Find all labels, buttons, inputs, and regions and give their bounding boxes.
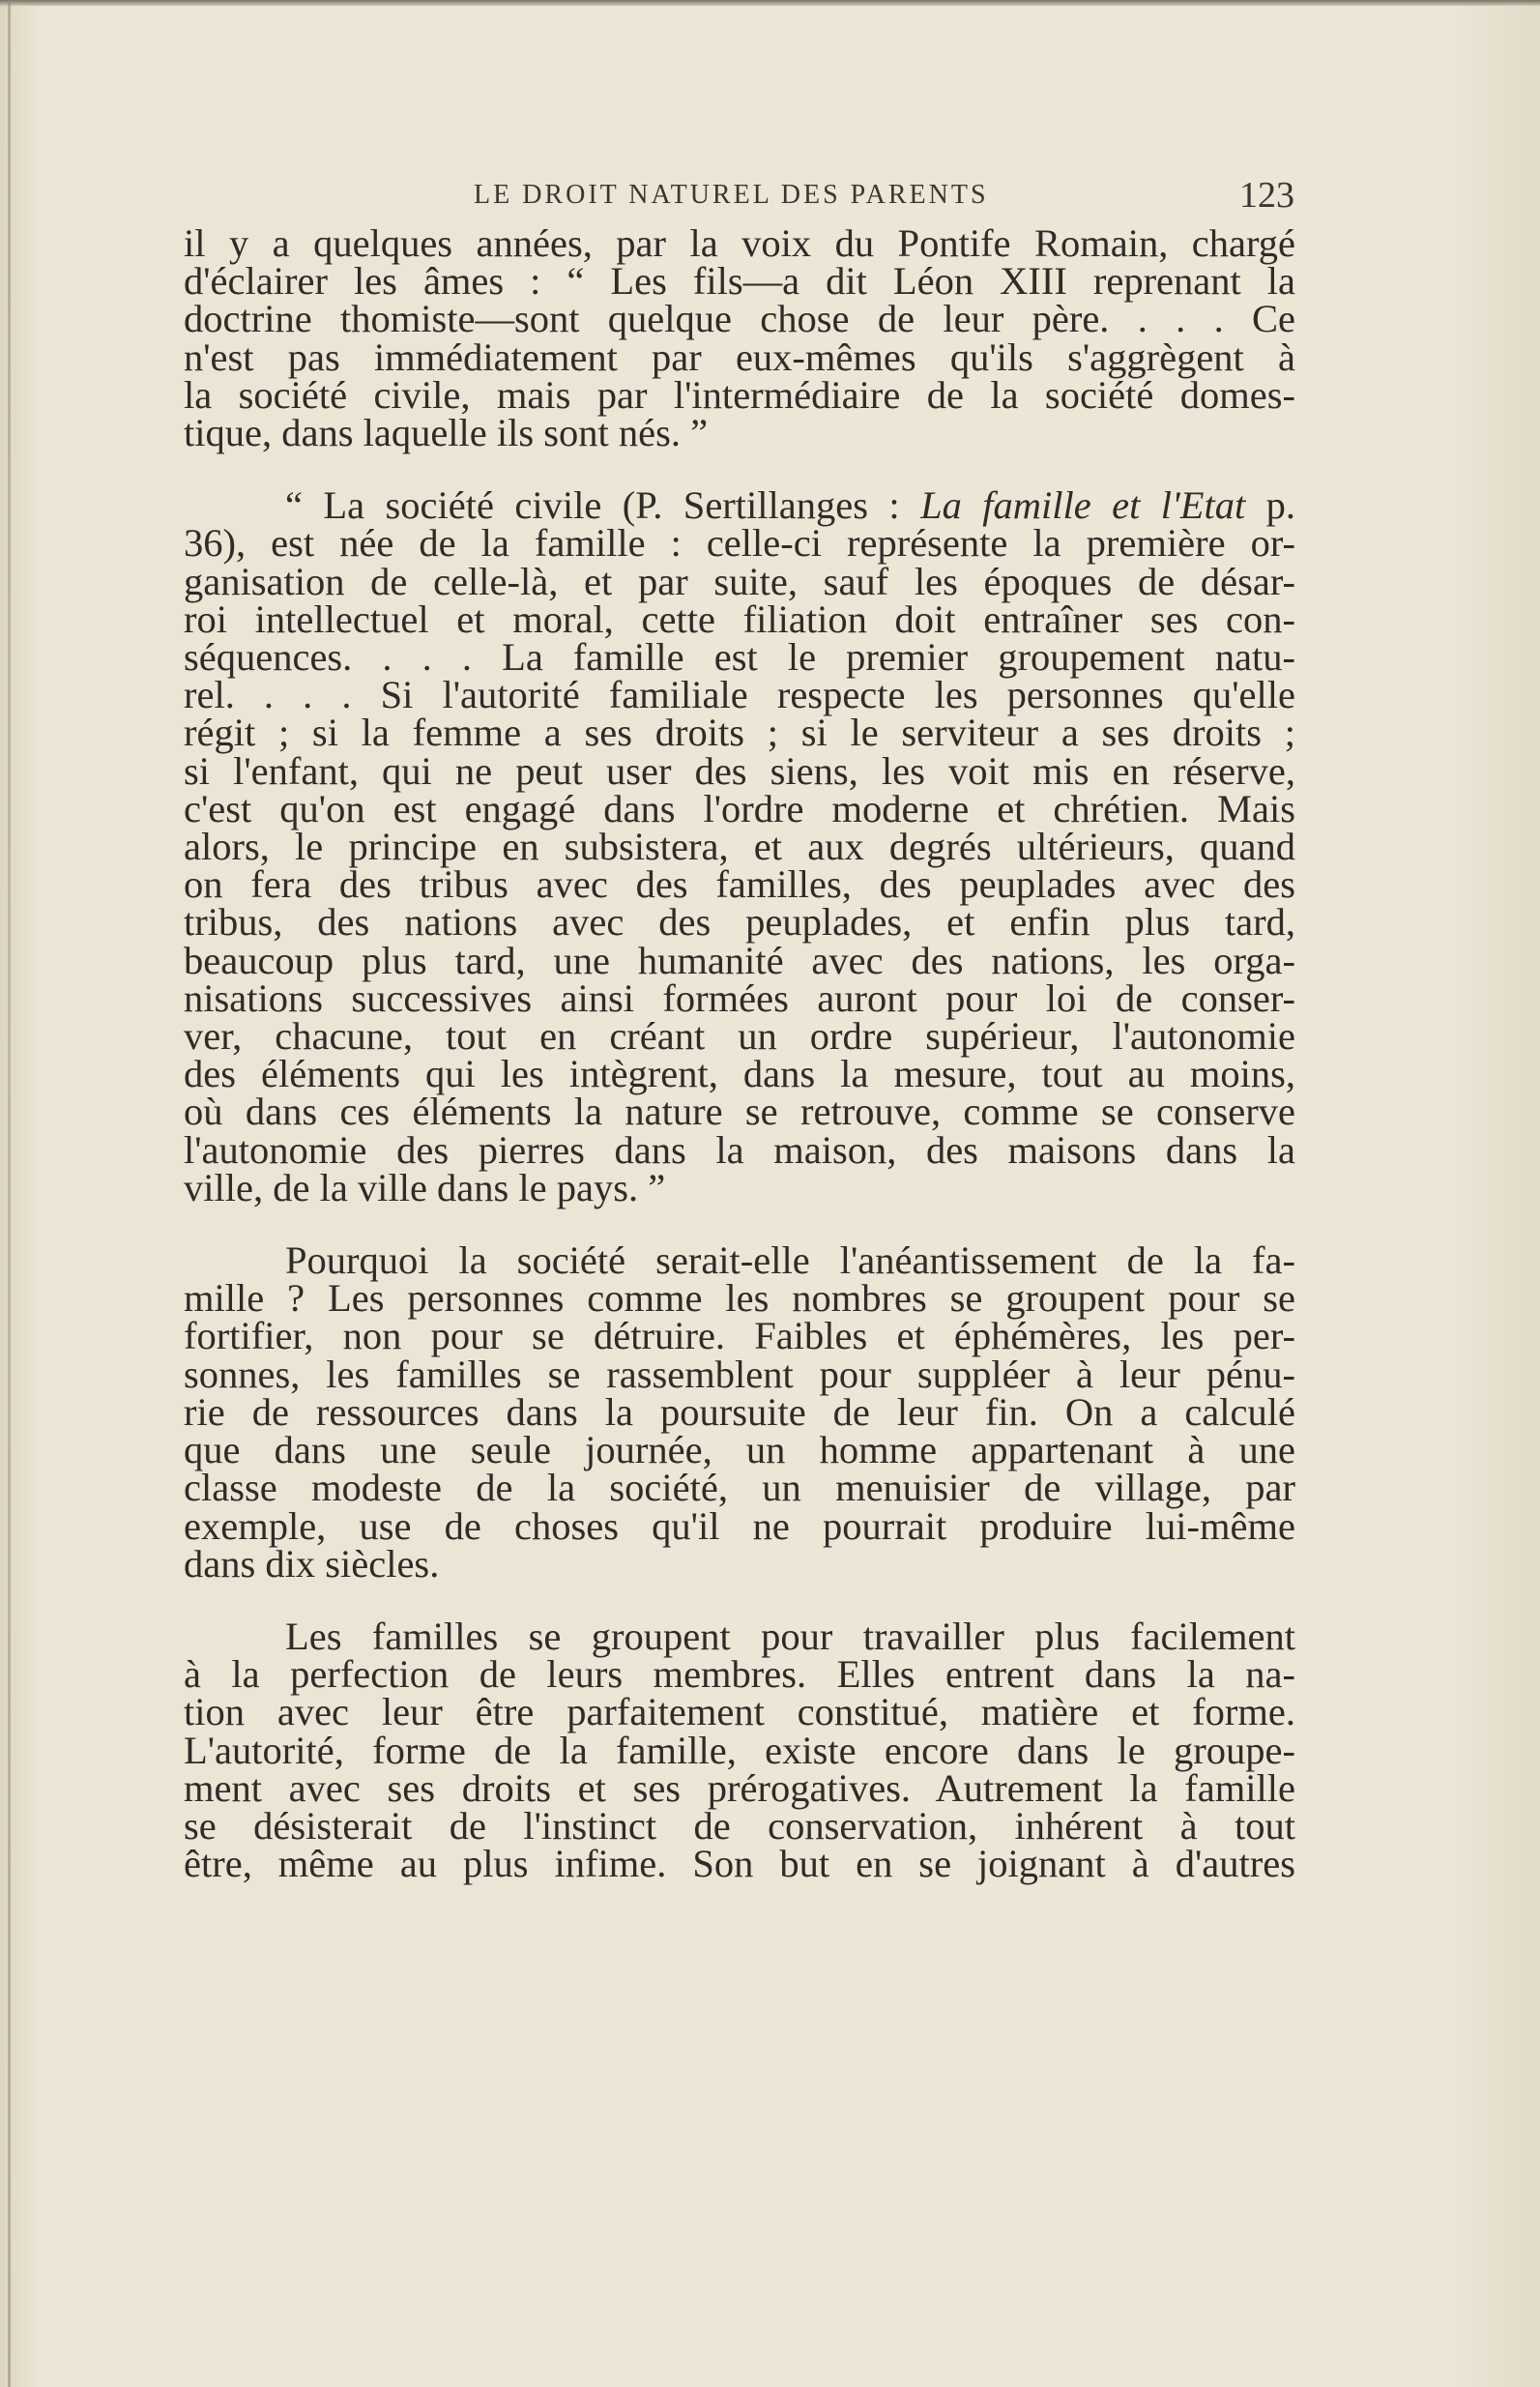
line-text: Pourquoi la société serait-elle l'anéantissement de la fa- <box>285 1238 1295 1283</box>
text-line: on fera des tribus avec des familles, des peuplades avec des <box>184 862 1295 907</box>
paragraph-1 <box>184 221 1295 455</box>
text-line <box>184 483 1295 528</box>
text-line: alors, le principe en subsistera, et aux degrés ultérieurs, quand <box>184 825 1295 869</box>
paragraph-3 <box>184 1238 1295 1586</box>
text-line <box>184 1614 1295 1658</box>
text-line: tique, dans laquelle ils sont nés. ” <box>184 411 709 455</box>
text-line: exemple, use de choses qu'il ne pourrait produire lui-même <box>184 1503 1295 1548</box>
text-line: régit ; si la femme a ses droits ; si le serviteur a ses droits ; <box>184 711 1295 755</box>
text-line: doctrine thomiste—sont quelque chose de leur père. . . . Ce <box>184 297 1295 341</box>
book-title: La famille et l'Etat <box>920 483 1246 528</box>
text-line: ment avec ses droits et ses prérogatives. Autrement la famille <box>184 1765 1295 1810</box>
page-number: 123 <box>1239 175 1294 216</box>
text-line: séquences. . . . La famille est le premier groupement natu- <box>184 635 1295 680</box>
text-line: tribus, des nations avec des peuplades, et enfin plus tard, <box>184 900 1295 945</box>
text-line: c'est qu'on est engagé dans l'ordre moderne et chrétien. Mais <box>184 786 1295 830</box>
line-text: p. <box>1245 483 1295 528</box>
text-line: rie de ressources dans la poursuite de leur fin. On a calculé <box>184 1389 1295 1434</box>
text-line: il y a quelques années, par la voix du Pontife Romain, chargé <box>184 221 1295 265</box>
text-line: être, même au plus infime. Son but en se joignant à d'autres <box>184 1842 1295 1886</box>
text-line: 36), est née de la famille : celle-ci représente la première or- <box>184 521 1295 566</box>
text-line: tion avec leur être parfaitement constitué, matière et forme. <box>184 1690 1295 1734</box>
paragraph-4 <box>184 1614 1295 1886</box>
text-line: à la perfection de leurs membres. Elles entrent dans la na- <box>184 1652 1295 1697</box>
text-line: L'autorité, forme de la famille, existe encore dans le groupe- <box>184 1728 1295 1772</box>
text-line: ver, chacune, tout en créant un ordre supérieur, l'autonomie <box>184 1014 1295 1059</box>
text-line: si l'enfant, qui ne peut user des siens, les voit mis en réserve, <box>184 748 1295 793</box>
line-text: “ La société civile (P. Sertillanges : <box>285 483 921 528</box>
text-line: sonnes, les familles se rassemblent pour suppléer à leur pénu- <box>184 1352 1295 1396</box>
binding-gutter <box>8 0 11 2387</box>
text-line: où dans ces éléments la nature se retrouve, comme se conserve <box>184 1090 1295 1134</box>
text-line: l'autonomie des pierres dans la maison, des maisons dans la <box>184 1127 1295 1172</box>
text-line <box>184 1238 1295 1283</box>
text-line: d'éclairer les âmes : “ Les fils—a dit Léon XIII reprenant la <box>184 259 1295 304</box>
text-line: des éléments qui les intègrent, dans la mesure, tout au moins, <box>184 1052 1295 1096</box>
text-line: roi intellectuel et moral, cette filiation doit entraîner ses con- <box>184 597 1295 641</box>
text-line: rel. . . . Si l'autorité familiale respecte les personnes qu'elle <box>184 673 1295 717</box>
body-text <box>184 221 1295 1886</box>
line-text: Les familles se groupent pour travailler plus facilement <box>285 1614 1295 1658</box>
text-line: mille ? Les personnes comme les nombres se groupent pour se <box>184 1276 1295 1321</box>
text-line: beaucoup plus tard, une humanité avec des nations, les orga- <box>184 938 1295 982</box>
text-line: n'est pas immédiatement par eux-mêmes qu'ils s'aggrègent à <box>184 335 1295 379</box>
text-line: la société civile, mais par l'intermédiaire de la société domes- <box>184 372 1295 417</box>
text-line: dans dix siècles. <box>184 1541 440 1586</box>
paragraph-2 <box>184 483 1295 1209</box>
text-line: ville, de la ville dans le pays. ” <box>184 1165 666 1209</box>
text-line: que dans une seule journée, un homme appartenant à une <box>184 1428 1295 1472</box>
text-line: fortifier, non pour se détruire. Faibles et éphémères, les per- <box>184 1314 1295 1358</box>
text-line: se désisterait de l'instinct de conservation, inhérent à tout <box>184 1803 1295 1848</box>
page-top-edge <box>0 0 1540 6</box>
text-line: nisations successives ainsi formées auront pour loi de conser- <box>184 975 1295 1020</box>
text-line: ganisation de celle-là, et par suite, sauf les époques de désar- <box>184 559 1295 603</box>
running-title: LE DROIT NATUREL DES PARENTS <box>474 180 989 210</box>
text-line: classe modeste de la société, un menuisier de village, par <box>184 1466 1295 1510</box>
